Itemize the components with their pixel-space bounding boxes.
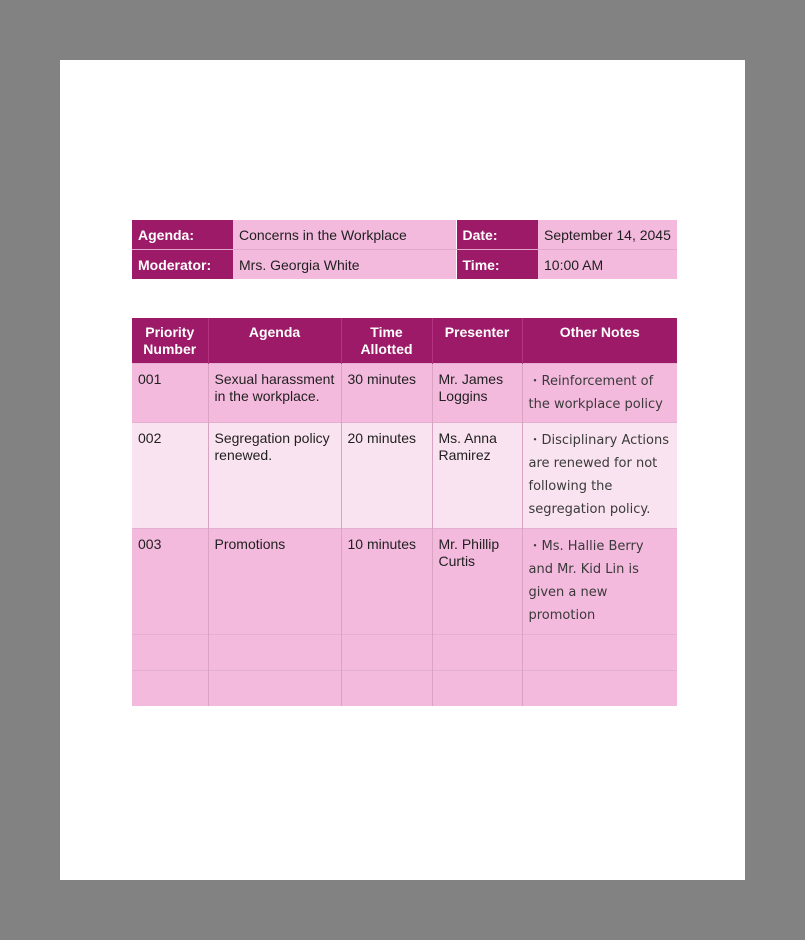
other-notes-cell: ・Ms. Hallie Berry and Mr. Kid Lin is given a new promotion [522,528,677,634]
column-header-other-notes: Other Notes [522,318,677,363]
meeting-info-table [132,220,677,279]
time-label: Time: [456,250,538,280]
agenda-cell: Sexual harassment in the workplace. [208,363,341,422]
presenter-cell: Mr. James Loggins [432,363,522,422]
empty-table-row [132,634,677,670]
table-row [132,363,677,422]
time-allotted-cell: 30 minutes [341,363,432,422]
date-value: September 14, 2045 [538,220,677,250]
empty-cell [522,670,677,706]
time-allotted-cell: 10 minutes [341,528,432,634]
agenda-header-row [132,318,677,363]
meeting-info-row [132,250,677,280]
date-label: Date: [456,220,538,250]
empty-cell [208,670,341,706]
meeting-info-row [132,220,677,250]
column-header-agenda: Agenda [208,318,341,363]
other-notes-cell: ・Reinforcement of the workplace policy [522,363,677,422]
table-row [132,528,677,634]
priority-number-cell: 003 [132,528,208,634]
table-row [132,422,677,528]
empty-cell [341,634,432,670]
moderator-label: Moderator: [132,250,233,280]
document-page [60,60,745,880]
agenda-label: Agenda: [132,220,233,250]
empty-table-row [132,670,677,706]
empty-cell [132,634,208,670]
empty-cell [341,670,432,706]
column-header-presenter: Presenter [432,318,522,363]
moderator-value: Mrs. Georgia White [233,250,456,280]
empty-cell [208,634,341,670]
column-header-time-allotted: Time Allotted [341,318,432,363]
agenda-cell: Segregation policy renewed. [208,422,341,528]
time-allotted-cell: 20 minutes [341,422,432,528]
priority-number-cell: 002 [132,422,208,528]
column-header-priority-number: Priority Number [132,318,208,363]
empty-cell [432,670,522,706]
presenter-cell: Mr. Phillip Curtis [432,528,522,634]
empty-cell [132,670,208,706]
empty-cell [522,634,677,670]
agenda-value: Concerns in the Workplace [233,220,456,250]
empty-cell [432,634,522,670]
agenda-cell: Promotions [208,528,341,634]
other-notes-cell: ・Disciplinary Actions are renewed for not following the segregation policy. [522,422,677,528]
agenda-table [132,318,677,706]
time-value: 10:00 AM [538,250,677,280]
presenter-cell: Ms. Anna Ramirez [432,422,522,528]
priority-number-cell: 001 [132,363,208,422]
